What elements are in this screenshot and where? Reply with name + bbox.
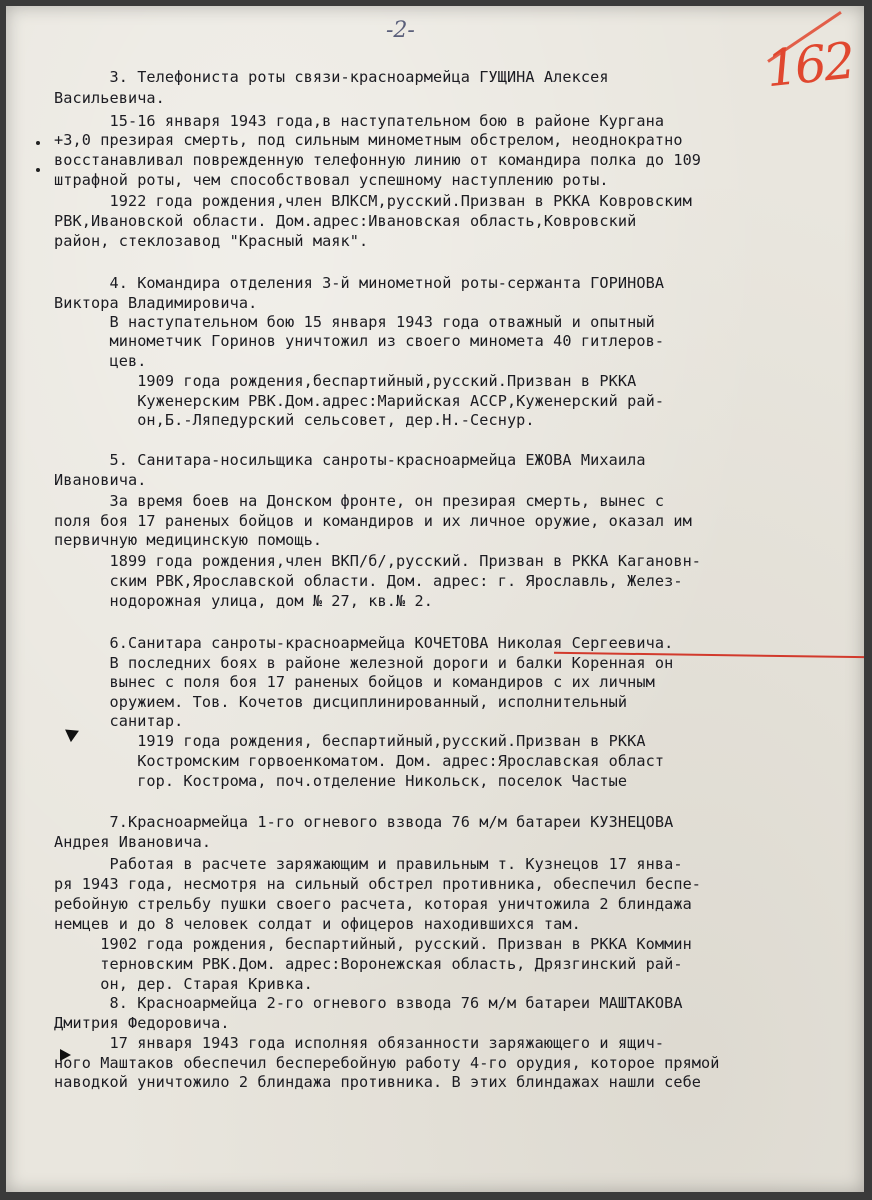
typed-line: нодорожная улица, дом № 27, кв.№ 2.	[54, 592, 433, 610]
typed-line: 1899 года рождения,член ВКП/б/,русский. Призван в РККА Кагановн-	[54, 552, 702, 570]
typed-line: Работая в расчете заряжающим и правильным т. Кузнецов 17 янва-	[54, 855, 683, 873]
typed-line: поля боя 17 раненых бойцов и командиров и их личное оружие, оказал им	[54, 512, 692, 530]
typed-line: он,Б.-Ляпедурский сельсовет, дер.Н.-Сеснур.	[54, 411, 535, 429]
typed-line: вынес с поля боя 17 раненых бойцов и командиров с их личным	[54, 673, 655, 691]
typed-line: 3. Телефониста роты связи-красноармейца ГУЩИНА Алексея	[54, 68, 609, 86]
typed-line: 1902 года рождения, беспартийный, русский. Призван в РККА Коммин	[54, 935, 692, 953]
typed-line: терновским РВК.Дом. адрес:Воронежская область, Дрязгинский рай-	[54, 955, 683, 973]
typed-line: 8. Красноармейца 2-го огневого взвода 76 м/м батареи МАШТАКОВА	[54, 994, 683, 1012]
typed-line: Куженерским РВК.Дом.адрес:Марийская АССР,Куженерский рай-	[54, 392, 665, 410]
typed-line: За время боев на Донском фронте, он презирая смерть, вынес с	[54, 492, 665, 510]
typed-line: 4. Командира отделения 3-й минометной роты-сержанта ГОРИНОВА	[54, 274, 665, 292]
typed-line: ским РВК,Ярославской области. Дом. адрес: г. Ярославль, Желез-	[54, 572, 683, 590]
typed-line: В наступательном бою 15 января 1943 года отважный и опытный	[54, 313, 655, 331]
typed-line: восстанавливал поврежденную телефонную линию от командира полка до 109	[54, 151, 702, 169]
document-page	[6, 6, 864, 1192]
typed-line: немцев и до 8 человек солдат и офицеров находившихся там.	[54, 915, 581, 933]
typed-line: санитар.	[54, 712, 184, 730]
typed-line: 15-16 января 1943 года,в наступательном бою в районе Кургана	[54, 112, 665, 130]
typed-line: Дмитрия Федоровича.	[54, 1014, 230, 1032]
margin-dot	[36, 141, 40, 145]
typed-line: Костромским горвоенкоматом. Дом. адрес:Ярославская област	[54, 752, 665, 770]
typed-line: ря 1943 года, несмотря на сильный обстрел противника, обеспечил беспе-	[54, 875, 702, 893]
typed-line: Васильевича.	[54, 89, 165, 107]
typed-line: 1919 года рождения, беспартийный,русский.Призван в РККА	[54, 732, 646, 750]
typed-line: первичную медицинскую помощь.	[54, 531, 323, 549]
typed-line: он, дер. Старая Кривка.	[54, 975, 313, 993]
typed-line: гор. Кострома, поч.отделение Никольск, поселок Частые	[54, 772, 628, 790]
typed-line: 5. Санитара-носильщика санроты-красноармейца ЕЖОВА Михаила	[54, 451, 646, 469]
typed-line: штрафной роты, чем способствовал успешному наступлению роты.	[54, 171, 609, 189]
typed-line: минометчик Горинов уничтожил из своего миномета 40 гитлеров-	[54, 332, 665, 350]
typed-line: район, стеклозавод "Красный маяк".	[54, 232, 369, 250]
archive-folio-number: 162	[763, 31, 856, 99]
typed-line: 1922 года рождения,член ВЛКСМ,русский.Призван в РККА Ковровским	[54, 192, 692, 210]
typed-line: ного Маштаков обеспечил бесперебойную работу 4-го орудия, которое прямой	[54, 1054, 720, 1072]
typed-line: 6.Санитара санроты-красноармейца КОЧЕТОВА Николая Сергеевича.	[54, 634, 674, 652]
typed-line: ребойную стрельбу пушки своего расчета, которая уничтожила 2 блиндажа	[54, 895, 692, 913]
typed-line: Виктора Владимировича.	[54, 294, 258, 312]
typed-line: 1909 года рождения,беспартийный,русский.Призван в РККА	[54, 372, 637, 390]
typed-line: оружием. Тов. Кочетов дисциплинированный, исполнительный	[54, 693, 628, 711]
typed-line: РВК,Ивановской области. Дом.адрес:Ивановская область,Ковровский	[54, 212, 637, 230]
typed-line: Андрея Ивановича.	[54, 833, 212, 851]
typed-line: Ивановича.	[54, 471, 147, 489]
typed-line: наводкой уничтожило 2 блиндажа противника. В этих блиндажах нашли себе	[54, 1073, 702, 1091]
margin-dot	[36, 168, 40, 172]
typed-line: В последних боях в районе железной дороги и балки Коренная он	[54, 654, 674, 672]
typed-line: 17 января 1943 года исполняя обязанности заряжающего и ящич-	[54, 1034, 665, 1052]
typed-line: цев.	[54, 352, 147, 370]
typed-line: 7.Красноармейца 1-го огневого взвода 76 м/м батареи КУЗНЕЦОВА	[54, 813, 674, 831]
page-number: -2-	[386, 18, 415, 43]
typed-line: +3,0 презирая смерть, под сильным минометным обстрелом, неоднократно	[54, 131, 683, 149]
